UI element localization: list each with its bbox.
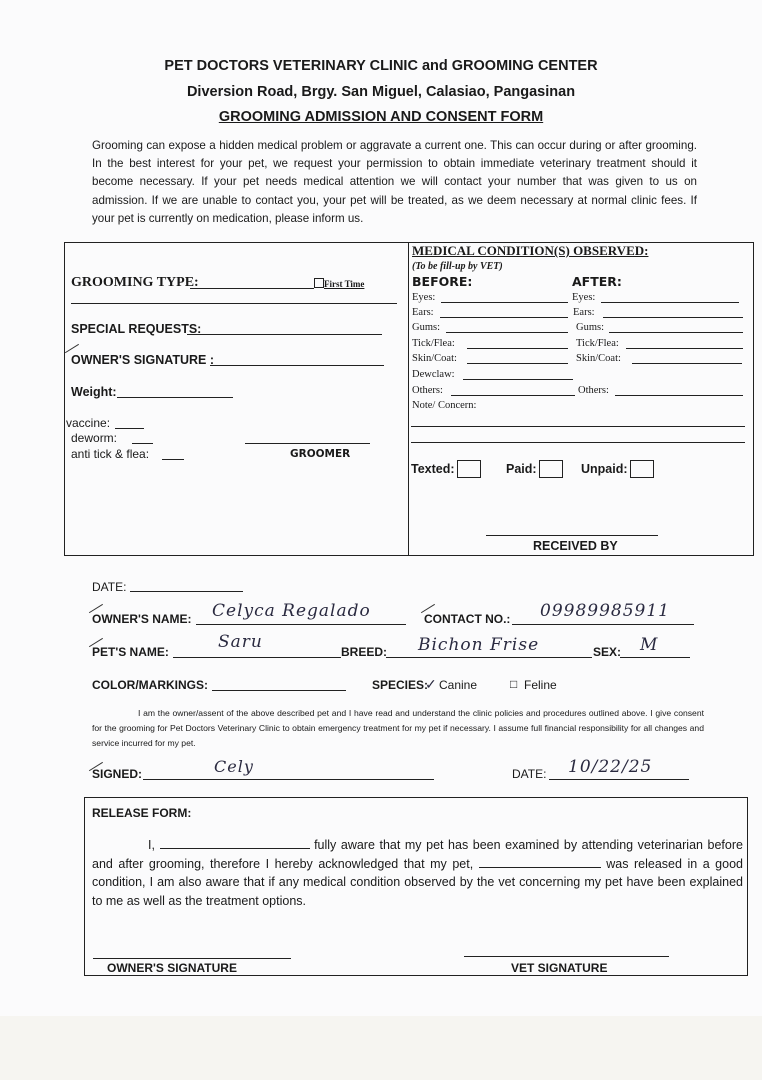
pet-name-field[interactable] <box>173 657 341 658</box>
color-markings-label: COLOR/MARKINGS: <box>92 678 208 692</box>
pet-name-value: Saru <box>218 632 263 652</box>
after-skincoat-label: Skin/Coat: <box>576 353 621 364</box>
owner-name-field[interactable] <box>196 624 406 625</box>
release-vet-signature-label: VET SIGNATURE <box>511 961 608 975</box>
deworm-field[interactable] <box>132 443 153 444</box>
unpaid-checkbox[interactable] <box>630 460 654 478</box>
unpaid-option <box>581 460 654 478</box>
texted-checkbox[interactable] <box>457 460 481 478</box>
breed-value: Bichon Frise <box>418 635 540 655</box>
signed-field[interactable] <box>143 779 434 780</box>
before-skincoat-label: Skin/Coat: <box>412 353 457 364</box>
date-field[interactable] <box>130 591 243 592</box>
after-ears-field[interactable] <box>603 317 743 318</box>
texted-label: Texted: <box>411 462 455 476</box>
paid-option <box>506 460 563 478</box>
medical-subtitle: (To be fill-up by VET) <box>412 261 503 272</box>
canine-label: Canine <box>439 678 478 692</box>
owner-name-value: Celyca Regalado <box>212 601 371 621</box>
breed-label: BREED: <box>341 645 388 659</box>
note-concern-label: Note/ Concern: <box>412 400 477 411</box>
weight-label: Weight: <box>71 385 117 399</box>
after-ears-label: Ears: <box>573 307 595 318</box>
release-owner-signature-label: OWNER'S SIGNATURE <box>107 961 237 975</box>
owner-signature-label: OWNER'S SIGNATURE : <box>71 353 215 367</box>
before-skincoat-field[interactable] <box>467 363 568 364</box>
intro-paragraph: Grooming can expose a hidden medical problem or aggravate a current one. This can occur during or after grooming. In the best interest for your pet, we request your permission to obtain immediate veterinary treatment should it become necessary. If your pet needs medical attention we will contact your number that was given to us on admission. If we are unable to contact you, your pet will be treated, as we deem necessary at normal clinic fees. If your pet is currently on medication, please inform us. <box>92 139 697 225</box>
contact-value: 09989985911 <box>540 601 670 621</box>
first-time-option[interactable] <box>314 278 364 289</box>
before-tickflea-field[interactable] <box>467 348 568 349</box>
release-paragraph <box>92 836 743 910</box>
note-line-2[interactable] <box>411 442 745 443</box>
before-eyes-field[interactable] <box>441 302 568 303</box>
vaccine-field[interactable] <box>115 428 144 429</box>
after-eyes-field[interactable] <box>601 302 739 303</box>
before-others-label: Others: <box>412 385 443 396</box>
sex-value: M <box>640 635 659 655</box>
before-gums-field[interactable] <box>446 332 568 333</box>
consent-date-value: 10/22/25 <box>568 757 653 777</box>
release-owner-signature-field[interactable] <box>93 958 291 959</box>
owner-signature-field[interactable] <box>210 365 384 366</box>
note-line-1[interactable] <box>411 426 745 427</box>
release-text-2: fully aware that my pet has been examined by attending veterinarian before and after grooming, therefore I hereby acknowledged that my pet, <box>92 838 743 871</box>
release-pet-name-field[interactable] <box>479 856 601 868</box>
after-tickflea-label: Tick/Flea: <box>576 338 619 349</box>
clinic-name: PET DOCTORS VETERINARY CLINIC and GROOMING CENTER <box>164 58 598 74</box>
signature-value: Cely <box>214 757 254 776</box>
vaccine-label: vaccine: <box>66 416 111 430</box>
breed-field[interactable] <box>386 657 592 658</box>
contact-label: CONTACT NO.: <box>424 612 511 626</box>
date-label: DATE: <box>92 580 127 594</box>
before-gums-label: Gums: <box>412 322 441 333</box>
first-time-label: First Time <box>324 279 365 289</box>
paid-label: Paid: <box>506 462 537 476</box>
release-owner-name-field[interactable] <box>160 837 310 849</box>
pet-name-label: PET'S NAME: <box>92 645 169 659</box>
unpaid-label: Unpaid: <box>581 462 628 476</box>
sex-field[interactable] <box>620 657 690 658</box>
special-requests-label: SPECIAL REQUESTS: <box>71 322 202 336</box>
sex-label: SEX: <box>593 645 622 659</box>
release-text-3: was released in a good condition, I am also aware that if any medical condition observed by the vet concerning my pet have been explained to me as well as the treatment options. <box>92 856 743 908</box>
owner-name-label: OWNER'S NAME: <box>92 612 192 626</box>
before-others-field[interactable] <box>451 395 575 396</box>
medical-title: MEDICAL CONDITION(S) OBSERVED: <box>412 243 649 258</box>
after-eyes-label: Eyes: <box>572 292 596 303</box>
before-label: BEFORE: <box>412 274 473 289</box>
after-skincoat-field[interactable] <box>632 363 742 364</box>
consent-text: I am the owner/assent of the above described pet and I have read and understand the clinic policies and procedures outlined above. I give consent for the grooming for Pet Doctors Veterinary Clinic to obtain emergency treatment for my pet if necessary. I assume full financial responsibility for all changes and service incurred for my pet. <box>92 708 704 748</box>
clinic-address: Diversion Road, Brgy. San Miguel, Calasiao, Pangasinan <box>186 84 576 100</box>
form-title: GROOMING ADMISSION AND CONSENT FORM <box>218 109 544 125</box>
consent-date-field[interactable] <box>549 779 689 780</box>
first-time-checkbox[interactable] <box>314 278 324 288</box>
feline-checkbox[interactable]: □ <box>510 677 518 691</box>
before-ears-field[interactable] <box>440 317 568 318</box>
consent-date-label: DATE: <box>512 767 547 781</box>
texted-option <box>411 460 481 478</box>
after-label: AFTER: <box>572 274 622 289</box>
contact-field[interactable] <box>512 624 694 625</box>
grooming-type-field[interactable] <box>190 288 314 289</box>
grooming-type-extra-line[interactable] <box>71 303 397 304</box>
after-others-field[interactable] <box>615 395 743 396</box>
signed-label: SIGNED: <box>92 767 143 781</box>
after-tickflea-field[interactable] <box>626 348 743 349</box>
grooming-type-label: GROOMING TYPE: <box>71 275 199 290</box>
before-ears-label: Ears: <box>412 307 434 318</box>
color-markings-field[interactable] <box>212 690 346 691</box>
feline-label: Feline <box>524 678 557 692</box>
before-dewclaw-label: Dewclaw: <box>412 369 455 380</box>
before-eyes-label: Eyes: <box>412 292 436 303</box>
medical-section <box>408 242 754 556</box>
before-tickflea-label: Tick/Flea: <box>412 338 455 349</box>
after-gums-field[interactable] <box>609 332 743 333</box>
groomer-label: GROOMER <box>290 448 351 460</box>
anti-tick-field[interactable] <box>162 459 184 460</box>
consent-paragraph <box>92 706 704 751</box>
species-label: SPECIES: <box>372 678 429 692</box>
weight-field[interactable] <box>117 397 233 398</box>
release-vet-signature-field[interactable] <box>464 956 669 957</box>
received-by-field[interactable] <box>486 535 658 536</box>
after-gums-label: Gums: <box>576 322 605 333</box>
anti-tick-label: anti tick & flea: <box>71 447 150 461</box>
received-by-label: RECEIVED BY <box>533 539 618 553</box>
release-form-title: RELEASE FORM: <box>92 806 192 820</box>
page-bottom-margin <box>0 1016 762 1080</box>
canine-check-icon[interactable]: ✓ <box>425 676 437 692</box>
before-dewclaw-field[interactable] <box>463 379 573 380</box>
deworm-label: deworm: <box>71 431 118 445</box>
groomer-signature-field[interactable] <box>245 443 370 444</box>
special-requests-field[interactable] <box>187 334 382 335</box>
after-others-label: Others: <box>578 385 609 396</box>
paid-checkbox[interactable] <box>539 460 563 478</box>
release-text-1: I, <box>148 838 155 852</box>
